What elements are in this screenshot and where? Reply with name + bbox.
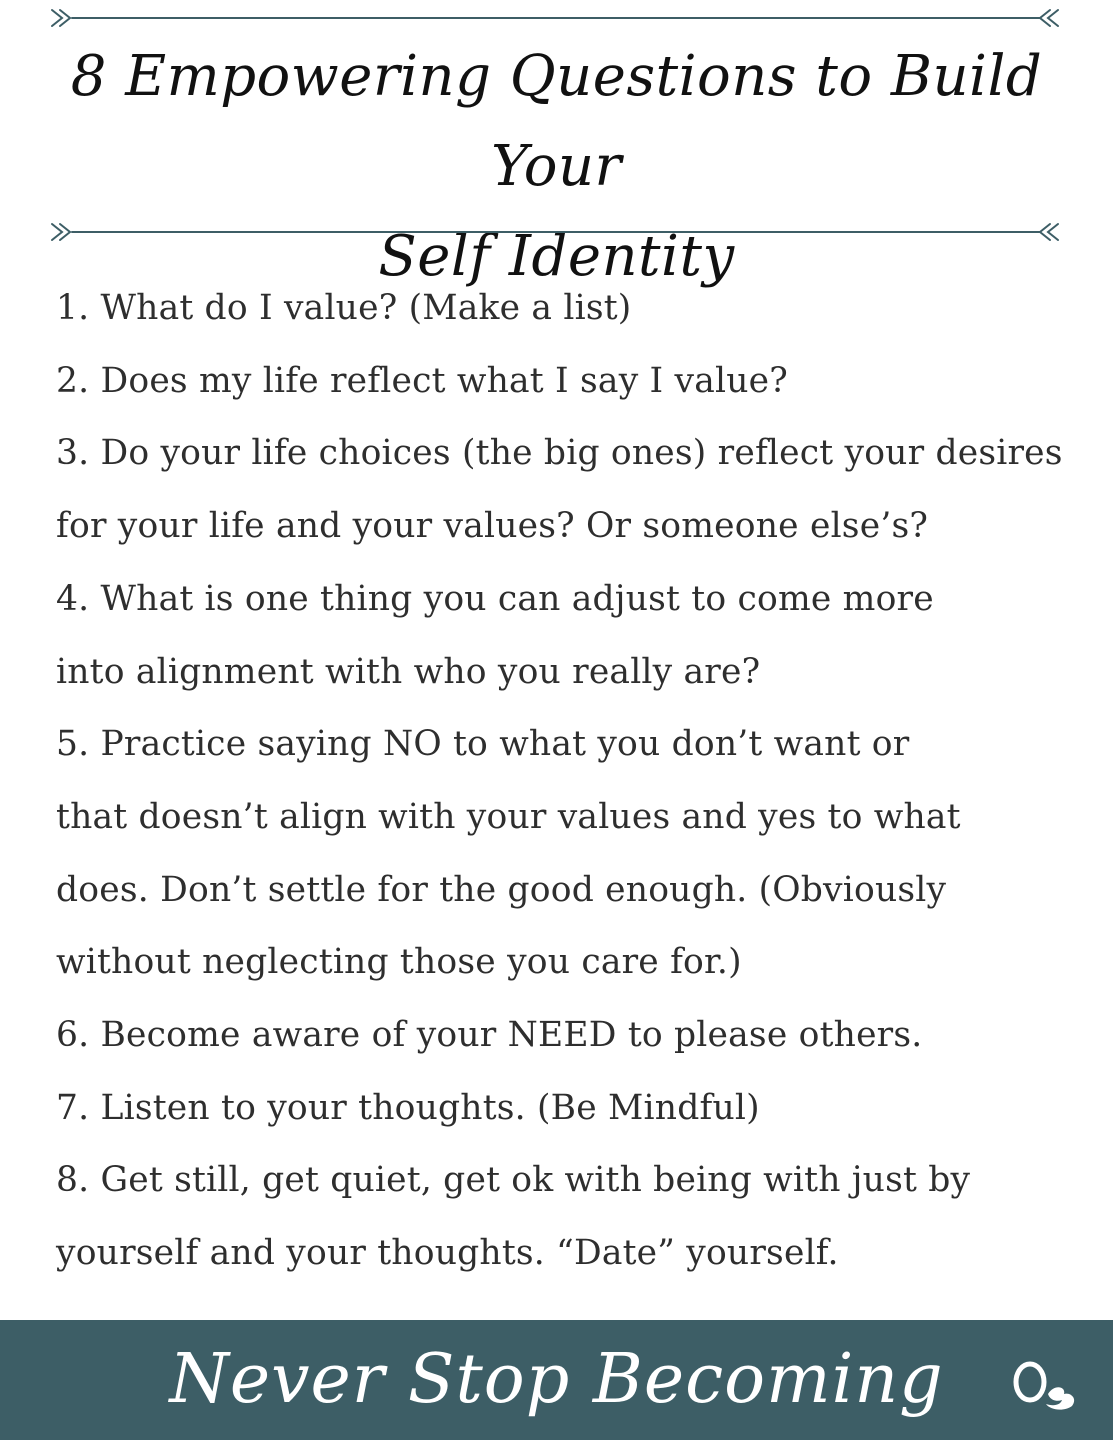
list-item: into alignment with who you really are? xyxy=(56,651,761,692)
list-item: does. Don’t settle for the good enough. (Obviously xyxy=(56,869,947,910)
list-item: 3. Do your life choices (the big ones) reflect your desires xyxy=(56,433,1063,474)
list-item: 7. Listen to your thoughts. (Be Mindful) xyxy=(56,1087,760,1128)
footer-banner xyxy=(0,1320,1113,1440)
bottom-divider xyxy=(50,220,1062,244)
list-item: yourself and your thoughts. “Date” yourself. xyxy=(56,1233,839,1274)
footer-tagline: Never Stop Becoming xyxy=(169,1340,944,1419)
list-item: 6. Become aware of your NEED to please others. xyxy=(56,1015,923,1056)
list-item: 5. Practice saying NO to what you don’t want or xyxy=(56,724,910,765)
list-item: 2. Does my life reflect what I say I value? xyxy=(56,360,788,401)
questions-list xyxy=(56,272,1066,1290)
list-item: 1. What do I value? (Make a list) xyxy=(56,288,632,328)
title-line-2: Self Identity xyxy=(378,224,735,289)
page-title xyxy=(0,32,1113,302)
list-item: 4. What is one thing you can adjust to come more xyxy=(56,578,934,619)
list-item: that doesn’t align with your values and yes to what xyxy=(56,796,961,837)
title-line-1: 8 Empowering Questions to Build Your xyxy=(70,44,1043,199)
top-divider xyxy=(50,6,1062,30)
o-logo-icon xyxy=(1008,1354,1088,1414)
list-item: 8. Get still, get quiet, get ok with being with just by xyxy=(56,1160,971,1201)
list-item: for your life and your values? Or someone else’s? xyxy=(56,506,929,547)
list-item: without neglecting those you care for.) xyxy=(56,942,742,983)
